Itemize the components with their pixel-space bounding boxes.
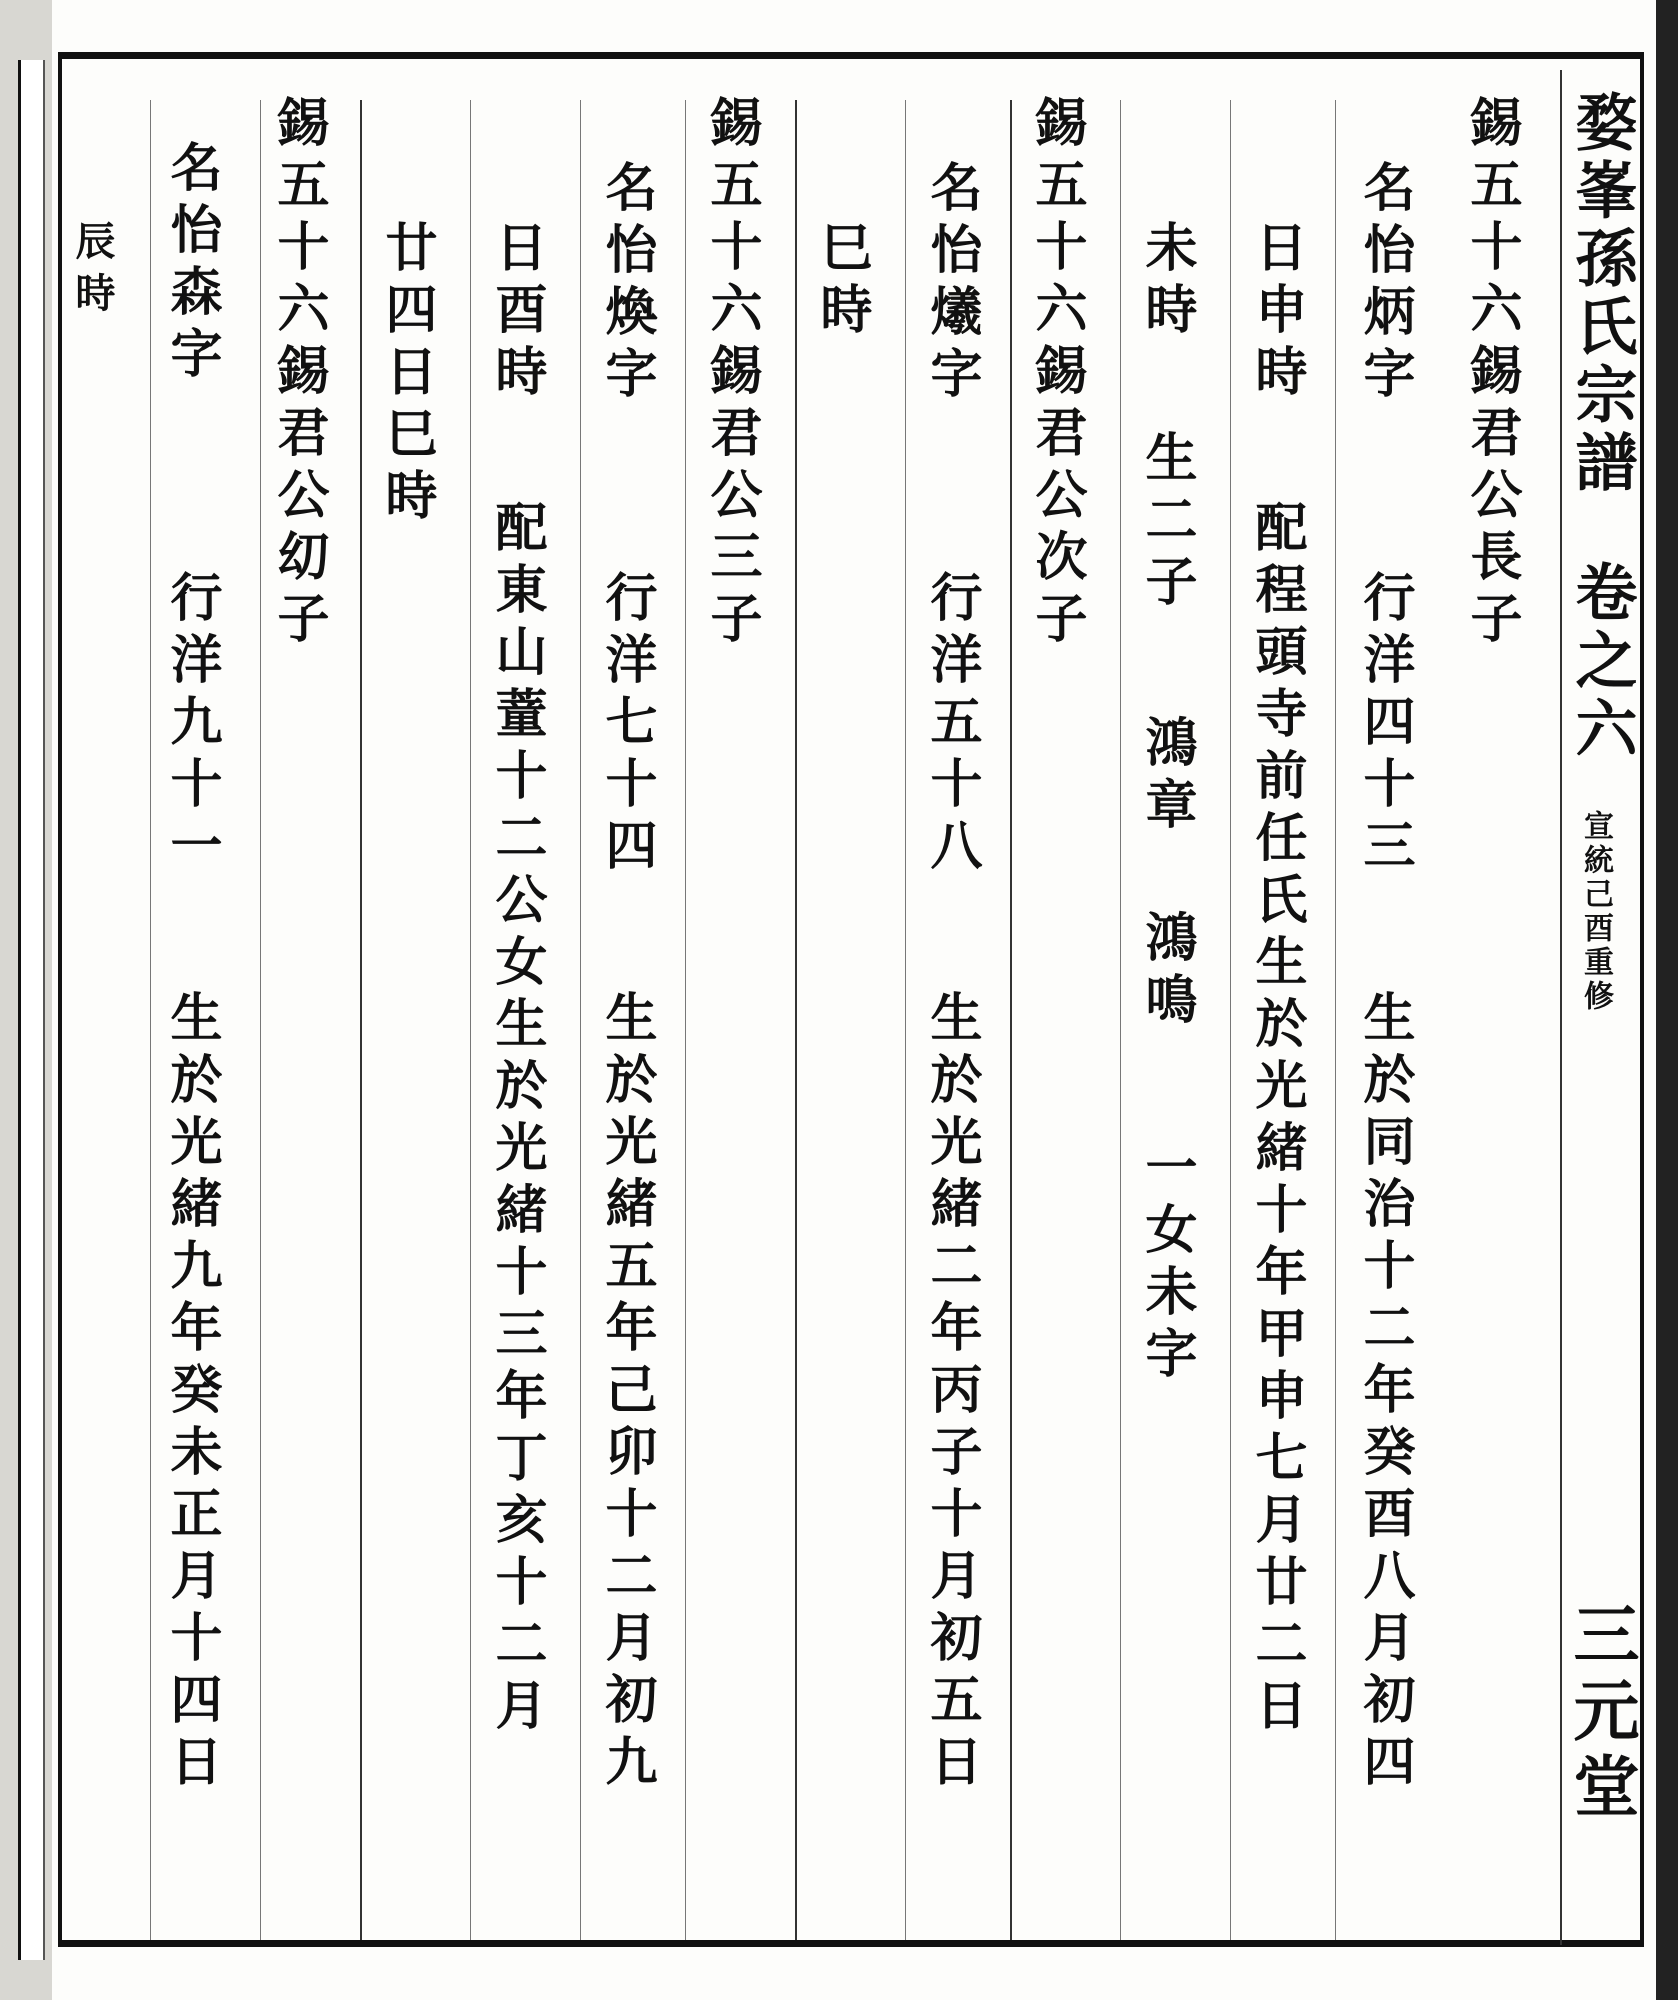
left-page-edge <box>0 0 52 2000</box>
right-page-edge <box>1656 0 1678 2000</box>
column-rule <box>1335 100 1336 1940</box>
entry-son-2: 鴻鳴 <box>1136 910 1197 1034</box>
entry-name: 名怡森字 <box>161 140 222 388</box>
column-rule <box>150 100 151 1940</box>
entry-divider <box>795 100 797 1940</box>
entry-birth: 生於光緒五年己卯十二月初九 <box>596 990 657 1796</box>
entry-birth-cont: 日申時 <box>1246 220 1307 406</box>
entry-divider <box>1010 100 1012 1940</box>
entry-name: 名怡煥字 <box>596 160 657 408</box>
column-rule <box>1230 100 1231 1940</box>
entry-birth-cont: 辰時 <box>69 220 116 324</box>
entry-heading: 錫五十六錫君公㓜子 <box>268 95 329 653</box>
entry-divider <box>360 100 362 1940</box>
entry-spouse-cont: 廿四日巳時 <box>376 220 437 530</box>
entry-name: 名怡爔字 <box>921 160 982 408</box>
binding-fold <box>18 60 45 1960</box>
entry-son-1: 鴻章 <box>1136 715 1197 839</box>
entry-birth-cont: 日酉時 <box>486 220 547 406</box>
entry-rank: 行洋四十三 <box>1354 570 1415 880</box>
hall-name: 三元堂 <box>1562 1600 1640 1828</box>
entry-name: 名怡炳字 <box>1354 160 1415 408</box>
entry-spouse-cont: 未時 <box>1136 220 1197 344</box>
entry-daughter: 一女未字 <box>1136 1140 1197 1388</box>
entry-birth-cont: 巳時 <box>811 220 872 344</box>
entry-birth: 生於光緒二年丙子十月初五日 <box>921 990 982 1796</box>
entry-spouse: 配程頭寺前任氏生於光緒十年甲申七月廿二日 <box>1246 500 1307 1740</box>
entry-rank: 行洋七十四 <box>596 570 657 880</box>
entry-rank: 行洋五十八 <box>921 570 982 880</box>
column-rule <box>470 100 471 1940</box>
entry-heading: 錫五十六錫君公次子 <box>1026 95 1087 653</box>
column-rule <box>1120 100 1121 1940</box>
volume-label: 卷之六 <box>1565 560 1638 764</box>
book-title: 婺峯孫氏宗譜 <box>1565 90 1638 498</box>
column-rule <box>260 100 261 1940</box>
edition-note: 宣統己酉重修 <box>1578 810 1613 1014</box>
entry-spouse: 配東山蕫十二公女生於光緒十三年丁亥十二月 <box>486 500 547 1740</box>
entry-heading: 錫五十六錫君公三子 <box>701 95 762 653</box>
entry-birth: 生於同治十二年癸酉八月初四 <box>1354 990 1415 1796</box>
column-rule <box>685 100 686 1940</box>
column-rule <box>905 100 906 1940</box>
entry-heading: 錫五十六錫君公長子 <box>1461 95 1522 653</box>
column-rule <box>580 100 581 1940</box>
entry-rank: 行洋九十一 <box>161 570 222 880</box>
entry-children: 生二子 <box>1136 430 1197 616</box>
entry-birth: 生於光緒九年癸未正月十四日 <box>161 990 222 1796</box>
